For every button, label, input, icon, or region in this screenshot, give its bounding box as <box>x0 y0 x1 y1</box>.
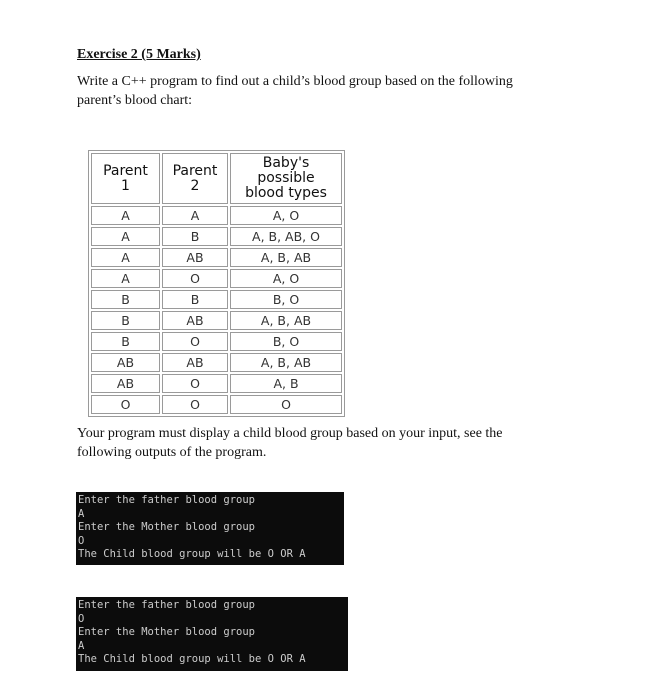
console-output-1 <box>76 492 344 565</box>
cell-parent-2: A <box>162 206 228 225</box>
table-row <box>91 269 342 288</box>
cell-baby-types: A, B, AB <box>230 248 342 267</box>
cell-parent-2: AB <box>162 311 228 330</box>
cell-parent-1: B <box>91 311 160 330</box>
console-line: The Child blood group will be O OR A <box>78 548 306 560</box>
blood-group-table <box>88 150 345 417</box>
cell-baby-types: A, B, AB <box>230 311 342 330</box>
table-row <box>91 227 342 246</box>
table-row <box>91 332 342 351</box>
table-row <box>91 395 342 414</box>
cell-parent-2: B <box>162 227 228 246</box>
exercise-heading: Exercise 2 (5 Marks) <box>77 47 201 62</box>
cell-parent-1: AB <box>91 374 160 393</box>
table-row <box>91 374 342 393</box>
table-header-row <box>91 153 342 204</box>
cell-baby-types: O <box>230 395 342 414</box>
console-line: Enter the father blood group <box>78 494 256 506</box>
console-line: Enter the Mother blood group <box>78 521 256 533</box>
console-line: O <box>78 612 85 625</box>
console-line: A <box>78 507 85 520</box>
cell-parent-1: A <box>91 248 160 267</box>
console-output-2 <box>76 597 348 671</box>
console-line: Enter the Mother blood group <box>78 626 256 638</box>
cell-baby-types: A, O <box>230 206 342 225</box>
table-body <box>91 206 342 414</box>
console-line: O <box>78 534 85 547</box>
cell-parent-1: A <box>91 269 160 288</box>
table-row <box>91 206 342 225</box>
cell-parent-2: O <box>162 395 228 414</box>
cell-baby-types: B, O <box>230 332 342 351</box>
console-line: Enter the father blood group <box>78 599 256 611</box>
cell-baby-types: B, O <box>230 290 342 309</box>
console-line: A <box>78 639 85 652</box>
output-instructions-paragraph: Your program must display a child blood group based on your input, see the following outputs of the program. <box>77 426 503 460</box>
cell-parent-2: O <box>162 269 228 288</box>
cell-baby-types: A, B <box>230 374 342 393</box>
header-parent-1: Parent 1 <box>91 153 160 204</box>
cell-parent-2: B <box>162 290 228 309</box>
cell-parent-2: O <box>162 374 228 393</box>
intro-paragraph: Write a C++ program to find out a child’s blood group based on the following parent’s blood chart: <box>77 74 513 108</box>
header-baby-blood-types: Baby's possible blood types <box>230 153 342 204</box>
cell-parent-1: O <box>91 395 160 414</box>
cell-parent-1: A <box>91 206 160 225</box>
table-row <box>91 290 342 309</box>
cell-baby-types: A, B, AB, O <box>230 227 342 246</box>
cell-baby-types: A, B, AB <box>230 353 342 372</box>
cell-parent-1: AB <box>91 353 160 372</box>
cell-parent-2: O <box>162 332 228 351</box>
cell-parent-2: AB <box>162 248 228 267</box>
cell-parent-1: B <box>91 290 160 309</box>
console-line: The Child blood group will be O OR A <box>78 653 306 665</box>
table-row <box>91 311 342 330</box>
cell-parent-1: A <box>91 227 160 246</box>
table-row <box>91 353 342 372</box>
header-parent-2: Parent 2 <box>162 153 228 204</box>
cell-parent-1: B <box>91 332 160 351</box>
cell-parent-2: AB <box>162 353 228 372</box>
table-row <box>91 248 342 267</box>
cell-baby-types: A, O <box>230 269 342 288</box>
